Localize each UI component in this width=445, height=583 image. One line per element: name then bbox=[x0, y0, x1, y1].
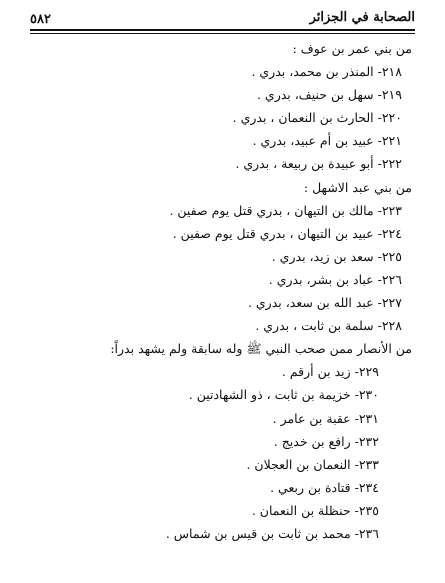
list-item: ٢٢٧- عبد الله بن سعد، بدري . bbox=[247, 295, 402, 311]
list-item: ٢٢٤- عبيد بن التيهان ، بدري قتل يوم صفين . bbox=[172, 225, 402, 241]
list-item: ٢٣٦- محمد بن ثابت بن قيس بن شماس . bbox=[165, 525, 379, 541]
section-heading: من الأنصار ممن صحب النبي ﷺ وله سابقة ولم يشهد بدراً: bbox=[110, 341, 412, 357]
list-item: ٢٢٥- سعد بن زيد، بدري . bbox=[271, 248, 402, 264]
list-item: ٢٣٠- خزيمة بن ثابت ، ذو الشهادتين . bbox=[188, 387, 379, 403]
list-item: ٢٢٨- سلمة بن ثابت ، بدري . bbox=[255, 318, 402, 334]
list-item: ٢٢٠- الحارث بن النعمان ، بدري . bbox=[232, 110, 402, 126]
list-item: ٢٣٢- رافع بن خديج . bbox=[273, 433, 379, 449]
list-item: ٢٣٤- قتادة بن ربعي . bbox=[270, 479, 379, 495]
list-item: ٢٣١- عقبة بن عامر . bbox=[272, 410, 379, 426]
list-item: ٢٢٣- مالك بن التيهان ، بدري قتل يوم صفين . bbox=[169, 202, 402, 218]
header-rule bbox=[30, 29, 415, 34]
running-title: الصحابة في الجزائر bbox=[309, 10, 415, 25]
section-heading: من بني عمر بن عوف : bbox=[292, 41, 412, 56]
list-item: ٢٢٩- زيد بن أرقم . bbox=[281, 364, 379, 380]
list-item: ٢٣٥- حنظلة بن النعمان . bbox=[251, 502, 379, 518]
page-body bbox=[30, 37, 412, 545]
page-number: ٥٨٢ bbox=[30, 12, 51, 27]
list-item: ٢٢١- عبيد بن أم عبيد، بدري . bbox=[252, 133, 402, 149]
section-heading: من بني عبد الاشهل : bbox=[303, 179, 412, 195]
list-item: ٢٣٣- النعمان بن العجلان . bbox=[246, 456, 379, 472]
list-item: ٢١٨- المنذر بن محمد، بدري . bbox=[251, 64, 402, 80]
list-item: ٢١٩- سهل بن حنيف، بدري . bbox=[256, 87, 402, 103]
list-item: ٢٢٢- أبو عبيدة بن ربيعة ، بدري . bbox=[235, 156, 402, 172]
list-item: ٢٢٦- عباد بن بشر، بدري . bbox=[268, 271, 402, 287]
